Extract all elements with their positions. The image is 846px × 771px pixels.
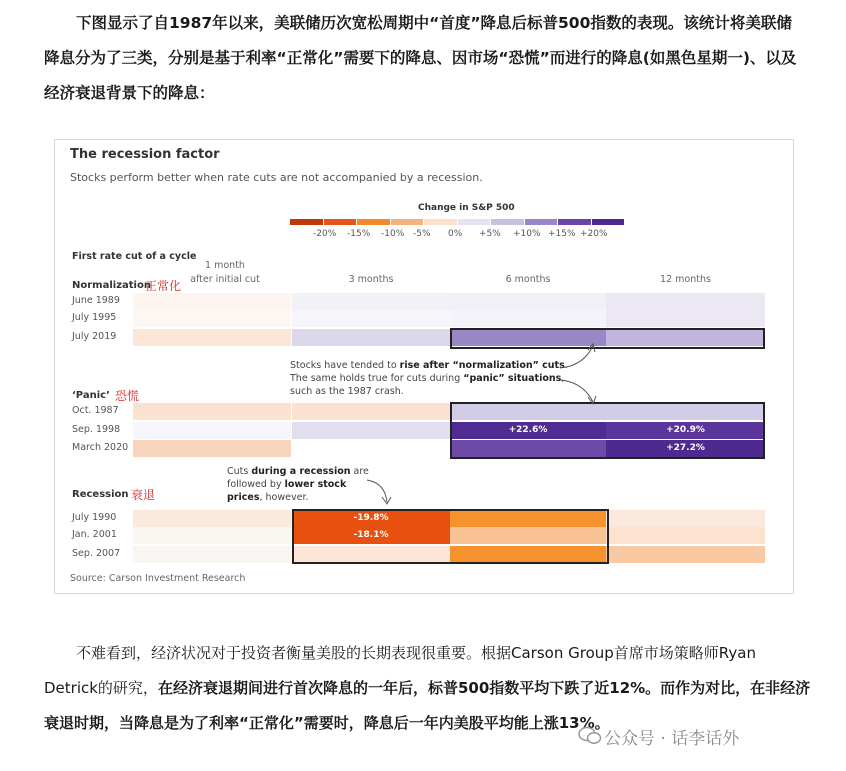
annotation-text: , however.: [259, 492, 309, 503]
row-header: First rate cut of a cycle: [72, 251, 197, 262]
row-label: March 2020: [72, 442, 129, 453]
legend-title: Change in S&P 500: [418, 203, 515, 213]
group-label: Normalization: [72, 280, 151, 291]
chart-subtitle: Stocks perform better when rate cuts are not accompanied by a recession.: [70, 171, 483, 184]
row-label: July 2019: [72, 331, 117, 342]
row-label: Sep. 2007: [72, 548, 121, 559]
cell-value-label: +20.9%: [666, 425, 705, 435]
annotation-text: lower stock: [284, 479, 347, 490]
legend-tick-label: 0%: [448, 229, 463, 239]
legend-tick-label: +15%: [548, 229, 576, 239]
annotation-arrows: [55, 140, 793, 593]
outro-text: 不难看到，经济状况对于投资者衡量美股的长期表现很重要。根据Carson Group首席市场策略师Ryan Detrick的研究，: [44, 644, 756, 697]
column-header: 3 months: [348, 274, 394, 285]
row-label: June 1989: [72, 295, 120, 306]
row-label: Sep. 1998: [72, 424, 121, 435]
cell-value-label: +27.2%: [666, 443, 705, 453]
annotation-text: are: [350, 466, 369, 477]
row-label: Oct. 1987: [72, 405, 119, 416]
legend-tick-label: -5%: [413, 229, 431, 239]
legend-tick-label: +20%: [580, 229, 608, 239]
annotation-text: prices: [227, 492, 260, 503]
legend-tick-label: +5%: [479, 229, 501, 239]
column-header: 12 months: [660, 274, 711, 285]
group-label-cn: 衰退: [131, 488, 156, 502]
cell-value-label: -18.1%: [353, 530, 389, 540]
legend-tick-label: -15%: [347, 229, 371, 239]
legend-tick-label: +10%: [513, 229, 541, 239]
wechat-icon: [578, 726, 602, 746]
annotation-text: such as the 1987 crash.: [290, 386, 404, 397]
annotation-text: ,: [561, 373, 565, 384]
annotation-text: Cuts: [227, 466, 252, 477]
annotation-text: .: [564, 360, 568, 371]
group-label: ‘Panic’: [72, 390, 110, 401]
annotation-text: “panic” situations: [463, 373, 562, 384]
watermark: 公众号 · 话李话外: [604, 729, 740, 749]
annotation-text: The same holds true for cuts during: [290, 373, 464, 384]
intro-paragraph: 下图显示了自1987年以来，美联储历次宽松周期中“首度”降息后标普500指数的表现。该统计将美联储降息分为了三类，分别是基于利率“正常化”需要下的降息、因市场“恐慌”而进行的降息(如黑色星期一)、以及经济衰退背景下的降息：: [44, 14, 797, 102]
group-label-cn: 正常化: [145, 279, 182, 293]
legend-tick-label: -20%: [313, 229, 337, 239]
annotation-text: rise after “normalization” cuts: [399, 360, 565, 371]
chart-title: The recession factor: [70, 147, 220, 162]
column-header-sub: after initial cut: [190, 274, 260, 285]
cell-value-label: -19.8%: [353, 513, 389, 523]
column-header: 1 month: [205, 260, 245, 271]
cell-value-label: +22.6%: [508, 425, 548, 435]
group-label: Recession: [72, 489, 129, 500]
row-label: July 1995: [72, 312, 117, 323]
row-label: Jan. 2001: [72, 529, 117, 540]
group-label-cn: 恐慌: [115, 389, 140, 403]
annotation-text: Stocks have tended to: [290, 360, 400, 371]
chart-card: [54, 139, 794, 594]
source-note: Source: Carson Investment Research: [70, 573, 246, 584]
annotation-text: during a recession: [251, 466, 351, 477]
row-label: July 1990: [72, 512, 117, 523]
column-header: 6 months: [505, 274, 551, 285]
legend-tick-label: -10%: [381, 229, 405, 239]
annotation-text: followed by: [227, 479, 285, 490]
outro-bold-text: 在经济衰退期间进行首次降息的一年后，标普500指数平均下跌了近12%。而作为对比，在非经济衰退时期，当降息是为了利率“正常化”需要时，降息后一年内美股平均能上涨13%。: [44, 679, 811, 732]
